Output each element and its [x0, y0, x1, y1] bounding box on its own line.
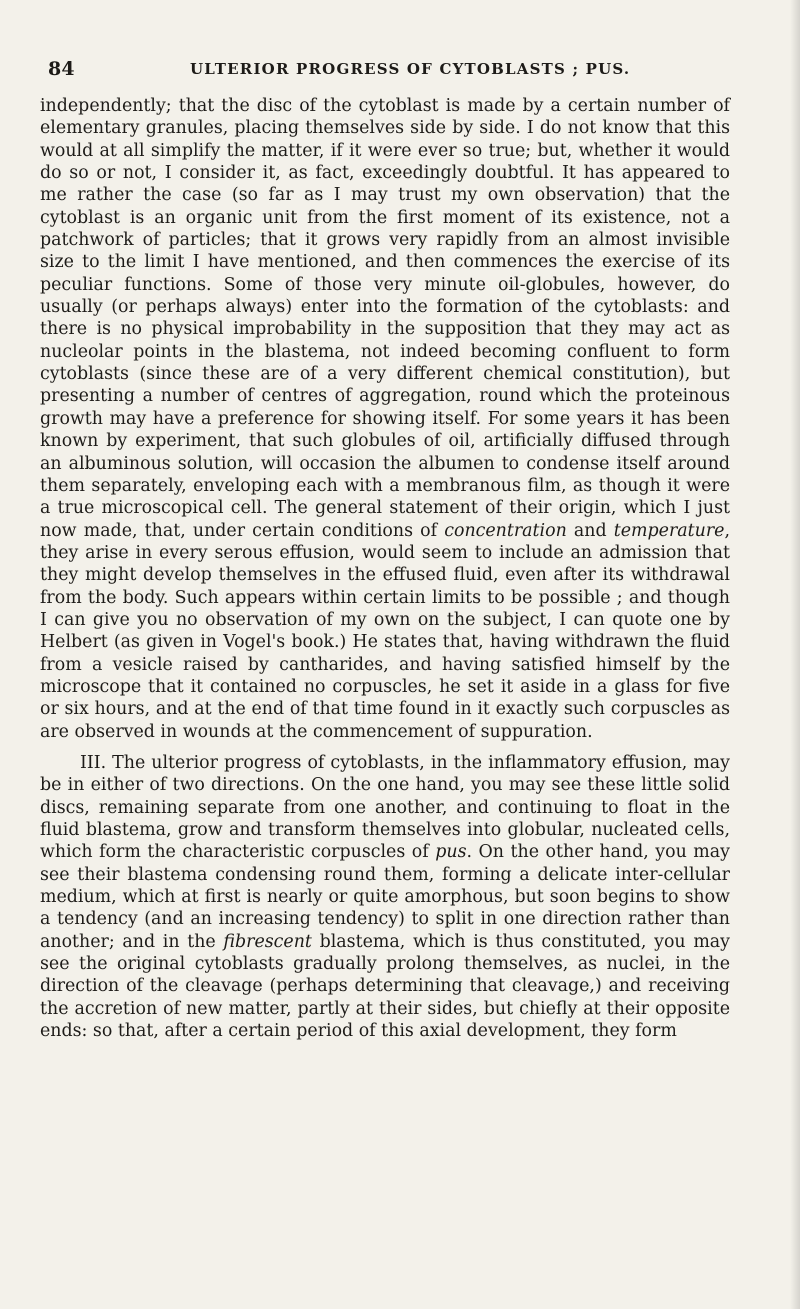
paragraph-2-text-b: . On the other hand, you may see their blastema condensing round them, forming a delicate inter-cellular medium, which at first is nearly or quite amorphous, but soon begins to show a tendency (and an increasing tendency) to split in one direction rather than another; and in the — [40, 842, 730, 952]
paragraph-2-text-c: blastema, which is thus constituted, you may see the original cytoblasts gradually prolong themselves, as nuclei, in the direction of the cleavage (perhaps determining that cleavage,) and receiving the accretion of new matter, partly at their sides, but chiefly at their opposite ends: so that, after a certain period of this axial development, they form — [40, 931, 731, 1042]
running-head: ULTERIOR PROGRESS OF CYTOBLASTS ; PUS. — [190, 60, 631, 78]
page-number: 84 — [48, 58, 75, 80]
page-edge-shadow — [790, 0, 800, 1309]
emphasis-fibrescent: fibrescent — [223, 931, 312, 952]
body-text — [40, 95, 730, 1042]
emphasis-temperature: temperature — [613, 520, 725, 541]
emphasis-pus: pus — [435, 842, 467, 863]
paragraph-2 — [40, 752, 730, 1042]
paragraph-1 — [40, 95, 730, 743]
paragraph-1-text-a: independently; that the disc of the cytoblast is made by a certain number of elementary granules, placing themselves side by side. I do not know that this would at all simplify the matter, if it were ever so true; but, whether it would do so or not, I consider it, as fact, exceedingly doubtful. It has appeared to me rather the case (so far as I may trust my own observation) that the cytoblast is an organic unit from the first moment of its existence, not a patchwork of particles; that it grows very rapidly from an almost invisible size to the limit I have mentioned, and then commences the exercise of its peculiar functions. Some of those very minute oil-globules, however, do usually (or perhaps always) enter into the formation of the cytoblasts: and there is no physical improbability in the supposition that they may act as nucleolar points in the blastema, not indeed becoming confluent to form cytoblasts (since these are of a very different chemical constitution), but presenting a number of centres of aggregation, round which the proteinous growth may have a preference for showing itself. For some years it has been known by experiment, that such globules of oil, artificially diffused through an albuminous solution, will occasion the albumen to condense itself around them separately, enveloping each with a membranous film, as though it were a true microscopical cell. The general statement of their origin, which I just now made, that, under certain conditions of — [40, 96, 730, 541]
paragraph-1-text-b: and — [566, 520, 614, 541]
paragraph-2-text-a: III. The ulterior progress of cytoblasts, in the inflammatory effusion, may be in either of two directions. On the one hand, you may see these little solid discs, remaining separate from one another, and continuing to float in the fluid blastema, grow and transform themselves into globular, nucleated cells, which form the characteristic corpuscles of — [40, 752, 730, 863]
emphasis-concentration: concentration — [444, 520, 567, 541]
page-header — [48, 58, 728, 82]
paragraph-1-text-c: , they arise in every serous effusion, would seem to include an admission that they might develop themselves in the effused fluid, even after its withdrawal from the body. Such appears within certain limits to be possible ; and though I can give you no observation of my own on the subject, I can quote one by Helbert (as given in Vogel's book.) He states that, having withdrawn the fluid from a vesicle raised by cantharides, and having satisfied himself by the microscope that it contained no corpuscles, he set it aside in a glass for five or six hours, and at the end of that time found in it exactly such corpuscles as are observed in wounds at the commencement of suppuration. — [40, 520, 730, 742]
